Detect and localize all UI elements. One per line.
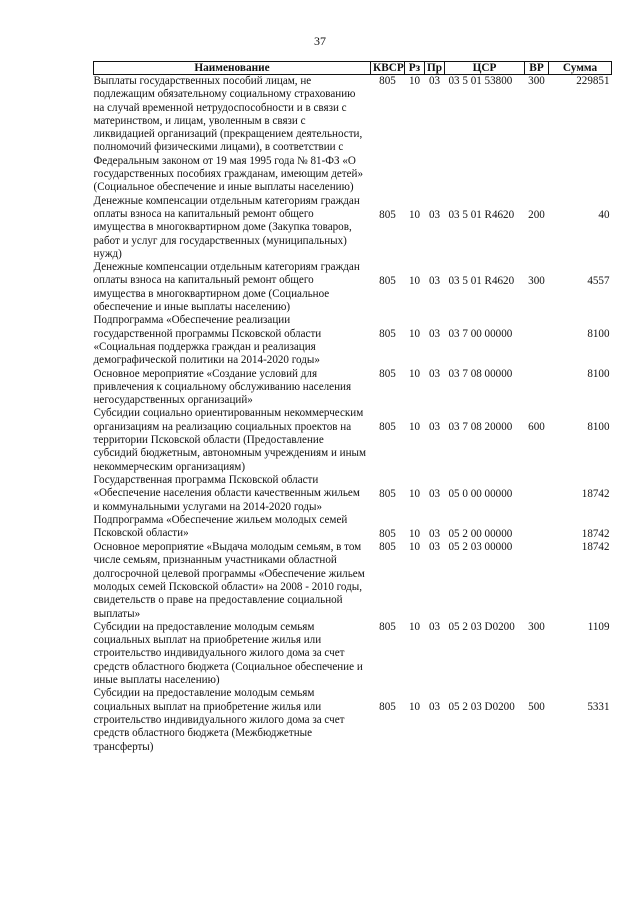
row-sum: 5331 (587, 701, 610, 714)
row-name: Денежные компенсации отдельным категориям граждан оплаты взноса на капитальный ремонт общего имущества в многоквартирном доме (Социальное обеспечение и иные выплаты населению) (93, 261, 360, 314)
table-row (94, 514, 612, 541)
row-name: Подпрограмма «Обеспечение реализации государственной программы Псковской области «Социальная поддержка граждан и реализация демографической политики на 2014-2020 годы» (93, 314, 322, 367)
table-header (94, 62, 612, 75)
row-rz: 10 (408, 541, 421, 554)
row-kvsr: 805 (379, 541, 396, 554)
row-sum: 8100 (587, 367, 610, 380)
row-name: Выплаты государственных пособий лицам, не подлежащим обязательному социальному страхованию на случай временной нетрудоспособности и в связи с материнством, и лицам, уволенным в связи с ликвидацией организаций (прекращением деятельности, полномочий физическими лицами), в соответствии с Федеральным законом от 19 мая 1995 года № 81-ФЗ «О государственных пособиях гражданам, имеющим детей» (Социальное обеспечение и иные выплаты населению) (93, 75, 364, 194)
row-kvsr: 805 (379, 620, 396, 633)
row-name: Основное мероприятие «Создание условий для привлечения к социальному обслуживанию населения негосударственных организаций» (93, 367, 352, 407)
row-vr: 500 (528, 701, 545, 714)
row-name: Субсидии на предоставление молодым семьям социальных выплат на приобретение жилья или строительство индивидуального жилого дома за счет средств областного бюджета (Межбюджетные трансферты) (93, 687, 345, 753)
row-rz: 10 (408, 367, 421, 380)
row-csr: 03 5 01 53800 (448, 75, 513, 87)
table-row (94, 541, 612, 621)
table-row (94, 621, 612, 687)
header-kvsr: КВСР (371, 62, 405, 75)
table-row (94, 75, 612, 195)
table-row (94, 474, 612, 514)
table-row (94, 261, 612, 314)
row-vr (525, 314, 549, 367)
row-csr: 05 0 00 00000 (448, 487, 513, 500)
row-vr (525, 368, 549, 408)
row-vr (525, 514, 549, 541)
row-kvsr: 805 (379, 487, 396, 500)
row-name: Субсидии на предоставление молодым семьям социальных выплат на приобретение жилья или строительство индивидуального жилого дома за счет средств областного бюджета (Социальное обеспечение и иные выплаты населению) (93, 620, 363, 687)
row-kvsr: 805 (379, 701, 396, 714)
row-rz: 10 (408, 275, 421, 288)
header-vr: ВР (525, 62, 549, 75)
page-number: 37 (314, 34, 326, 48)
row-name: Денежные компенсации отдельным категориям граждан оплаты взноса на капитальный ремонт общего имущества в многоквартирном доме (Закупка товаров, работ и услуг для государственных (муниципальных) нужд) (93, 194, 360, 260)
row-rz: 10 (408, 527, 421, 540)
row-csr: 05 2 00 00000 (448, 527, 513, 540)
row-pr: 03 (428, 527, 441, 540)
budget-table (93, 61, 612, 754)
row-name: Основное мероприятие «Выдача молодым семьям, в том числе семьям, признанным участниками областной долгосрочной целевой программы «Обеспечение жильем молодых семей Псковской области» на 2008 - 2010 годы, свидетельств о праве на предоставление социальной выплаты» (93, 541, 365, 620)
row-rz: 10 (408, 421, 421, 434)
row-rz: 10 (408, 487, 421, 500)
row-rz: 10 (408, 701, 421, 714)
row-pr: 03 (428, 541, 441, 554)
table-row (94, 195, 612, 261)
row-pr: 03 (428, 487, 441, 500)
row-csr: 03 7 08 20000 (448, 421, 513, 434)
row-pr: 03 (428, 208, 441, 221)
row-sum: 4557 (587, 275, 610, 288)
row-pr: 03 (428, 620, 441, 633)
row-sum: 229851 (576, 75, 610, 87)
row-vr: 300 (528, 620, 545, 633)
row-csr: 03 7 00 00000 (448, 328, 513, 341)
row-rz: 10 (408, 75, 421, 87)
row-csr: 03 5 01 R4620 (448, 275, 515, 288)
row-name: Субсидии социально ориентированным некоммерческим организациям на реализацию социальных проектов на территории Псковской области (Предоставление субсидий бюджетным, автономным учреждениям и иным некоммерческим организациям) (93, 407, 367, 473)
row-vr (525, 474, 549, 514)
row-vr (525, 541, 549, 621)
row-sum: 8100 (587, 421, 610, 434)
header-sum: Сумма (549, 62, 612, 75)
row-rz: 10 (408, 208, 421, 221)
row-sum: 8100 (587, 328, 610, 341)
row-kvsr: 805 (379, 75, 396, 87)
row-vr: 300 (528, 275, 545, 288)
row-pr: 03 (428, 421, 441, 434)
row-pr: 03 (428, 275, 441, 288)
header-rz: Рз (405, 62, 425, 75)
row-sum: 18742 (581, 487, 610, 500)
row-vr: 300 (528, 75, 545, 87)
row-kvsr: 805 (379, 275, 396, 288)
row-sum: 18742 (581, 541, 610, 554)
row-csr: 05 2 03 D0200 (448, 620, 515, 633)
row-csr: 03 7 08 00000 (448, 367, 513, 380)
row-rz: 10 (408, 328, 421, 341)
row-sum: 40 (598, 208, 610, 221)
row-pr: 03 (428, 328, 441, 341)
row-name: Государственная программа Псковской области «Обеспечение населения области качественным жильем и коммунальными услугами на 2014-2020 годы» (93, 473, 360, 513)
table-row (94, 407, 612, 473)
header-pr: Пр (425, 62, 445, 75)
row-kvsr: 805 (379, 367, 396, 380)
row-csr: 05 2 03 00000 (448, 541, 513, 554)
row-pr: 03 (428, 367, 441, 380)
row-kvsr: 805 (379, 421, 396, 434)
table-row (94, 687, 612, 753)
header-csr: ЦСР (445, 62, 525, 75)
row-kvsr: 805 (379, 527, 396, 540)
row-pr: 03 (428, 75, 441, 87)
row-name: Подпрограмма «Обеспечение жильем молодых семей Псковской области» (93, 513, 348, 540)
table-row (94, 314, 612, 367)
row-sum: 18742 (581, 527, 610, 540)
row-vr: 600 (528, 421, 545, 434)
row-pr: 03 (428, 701, 441, 714)
row-kvsr: 805 (379, 208, 396, 221)
header-name: Наименование (94, 62, 371, 75)
row-csr: 03 5 01 R4620 (448, 208, 515, 221)
row-csr: 05 2 03 D0200 (448, 701, 515, 714)
row-vr: 200 (528, 208, 545, 221)
table-row (94, 368, 612, 408)
row-sum: 1109 (587, 620, 610, 633)
row-kvsr: 805 (379, 328, 396, 341)
row-rz: 10 (408, 620, 421, 633)
